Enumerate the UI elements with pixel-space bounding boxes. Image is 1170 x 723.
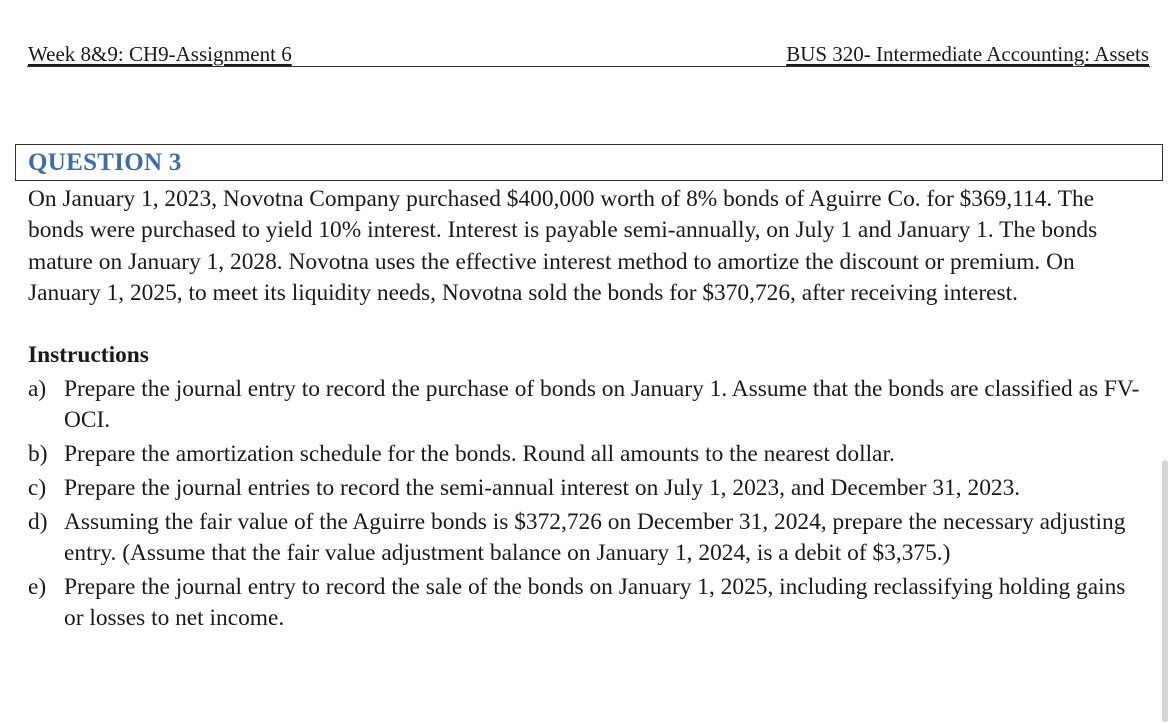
instruction-text: Assuming the fair value of the Aguirre bonds is $372,726 on December 31, 2024, prepare the necessary adjusting entry. (Assume that the fair value adjustment balance on January 1, 2024, is a debit of $3,375.): [64, 509, 1126, 566]
instruction-item-c: [28, 473, 1148, 504]
instruction-item-a: [28, 374, 1148, 436]
instruction-marker: c): [28, 475, 47, 501]
question-title-box: [15, 144, 1163, 181]
header-course-title: BUS 320- Intermediate Accounting: Assets: [786, 42, 1149, 66]
instruction-text: Prepare the amortization schedule for the bonds. Round all amounts to the nearest dollar.: [64, 441, 895, 467]
question-body: On January 1, 2023, Novotna Company purchased $400,000 worth of 8% bonds of Aguirre Co. for $369,114. The bonds were purchased to yield 10% interest. Interest is payable semi-annually, on July 1 and January 1. The bonds mature on January 1, 2028. Novotna uses the effective interest method to amortize the discount or premium. On January 1, 2025, to meet its liquidity needs, Novotna sold the bonds for $370,726, after receiving interest.: [28, 186, 1098, 307]
instruction-item-d: [28, 507, 1148, 569]
instruction-marker: e): [28, 574, 47, 600]
vertical-scrollbar[interactable]: [1162, 460, 1168, 722]
instructions-list: [28, 374, 1148, 637]
instruction-text: Prepare the journal entry to record the purchase of bonds on January 1. Assume that the bonds are classified as FV-OCI.: [64, 376, 1140, 433]
header-course-week: Week 8&9: CH9-Assignment 6: [28, 42, 292, 66]
instruction-marker: d): [28, 509, 48, 535]
instructions-heading: Instructions: [28, 342, 149, 368]
question-title: QUESTION 3: [28, 149, 182, 176]
instruction-item-e: [28, 572, 1148, 634]
instruction-item-b: [28, 439, 1148, 470]
instruction-text: Prepare the journal entries to record the semi-annual interest on July 1, 2023, and December 31, 2023.: [64, 475, 1021, 501]
instruction-marker: b): [28, 441, 48, 467]
header-divider: [27, 66, 1150, 67]
instruction-text: Prepare the journal entry to record the sale of the bonds on January 1, 2025, including reclassifying holding gains or losses to net income.: [64, 574, 1126, 631]
instruction-marker: a): [28, 376, 47, 402]
